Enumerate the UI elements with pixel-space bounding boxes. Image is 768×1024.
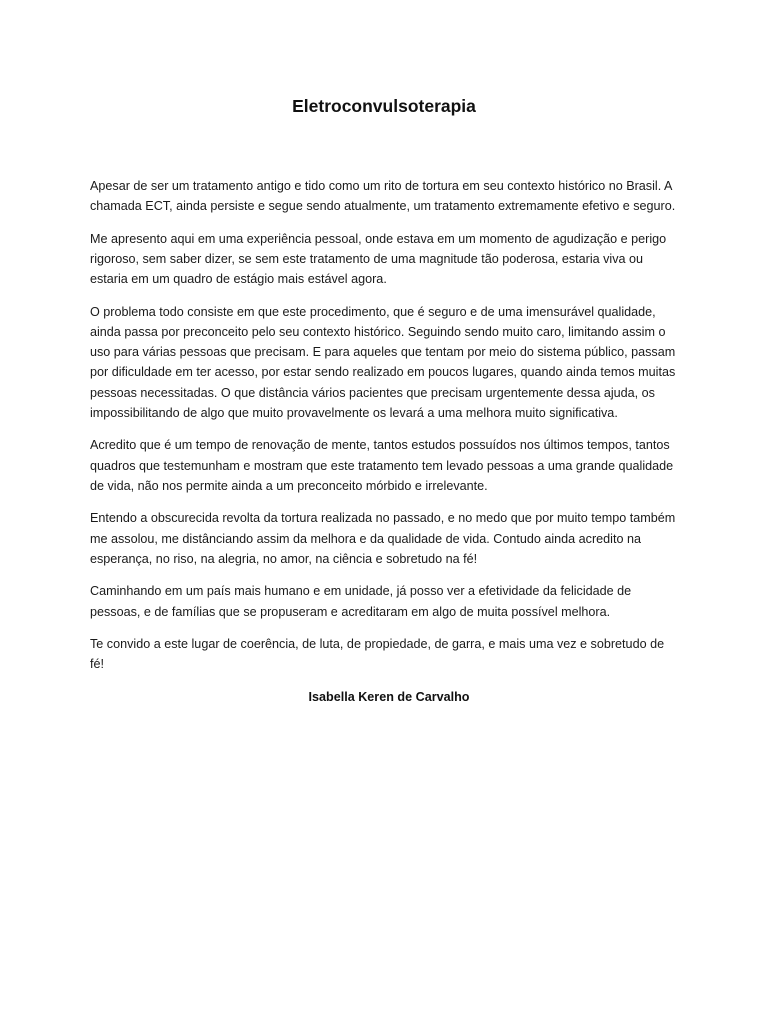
paragraph-4: Acredito que é um tempo de renovação de mente, tantos estudos possuídos nos últimos tempos, tantos quadros que testemunham e mostram que este tratamento tem levado pessoas a uma grande qualidade de vida, não nos permite ainda a um preconceito mórbido e irrelevante. bbox=[90, 438, 674, 493]
paragraph-5: Entendo a obscurecida revolta da tortura realizada no passado, e no medo que por muito tempo também me assolou, me distânciando assim da melhora e da qualidade de vida. Contudo ainda acredito na esperança, no riso, na alegria, no amor, na ciência e sobretudo na fé! bbox=[90, 511, 676, 566]
author-signature: Isabella Keren de Carvalho bbox=[308, 690, 470, 704]
paragraph-1: Apesar de ser um tratamento antigo e tido como um rito de tortura em seu contexto histórico no Brasil. A chamada ECT, ainda persiste e segue sendo atualmente, um tratamento extremamente efetivo e seguro. bbox=[90, 179, 676, 214]
document-title: Eletroconvulsoterapia bbox=[292, 96, 476, 116]
paragraph-2: Me apresento aqui em uma experiência pessoal, onde estava em um momento de agudização e perigo rigoroso, sem saber dizer, se sem este tratamento de uma magnitude tão poderosa, estaria viva ou estaria em um quadro de estágio mais estável agora. bbox=[90, 231, 667, 287]
paragraph-7: Te convido a este lugar de coerência, de luta, de propiedade, de garra, e mais uma vez e sobretudo de fé! bbox=[90, 637, 665, 672]
paragraph-6: Caminhando em um país mais humano e em unidade, já posso ver a efetividade da felicidade de pessoas, e de famílias que se propuseram e acreditaram em algo de muita possível melhora. bbox=[90, 584, 632, 619]
paragraph-3: O problema todo consiste em que este procedimento, que é seguro e de uma imensurável qualidade, ainda passa por preconceito pelo seu contexto histórico. Seguindo sendo muito caro, limitando assim o uso para várias pessoas que precisam. E para aqueles que tentam por meio do sistema público, passam por dificuldade em ter acesso, por estar sendo realizado em poucos lugares, quando ainda temos muitas pessoas necessitadas. O que distância vários pacientes que precisam urgentemente dessa ajuda, os impossibilitando de algo que muito provavelmente os levará a uma melhora muito significativa. bbox=[90, 304, 676, 420]
document-body bbox=[90, 176, 680, 707]
